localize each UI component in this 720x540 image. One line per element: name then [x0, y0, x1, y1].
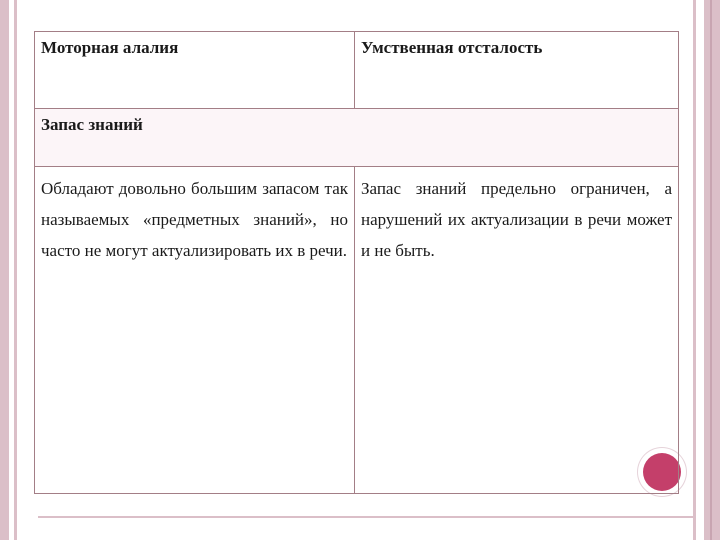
table-section-row: [35, 109, 679, 167]
table-body-row: [35, 167, 679, 494]
right-decorative-line: [693, 0, 696, 540]
bottom-decorative-line: [38, 516, 693, 518]
section-cell-knowledge: Запас знаний: [35, 109, 679, 167]
table-header-row: [35, 32, 679, 109]
right-decorative-bar: [704, 0, 720, 540]
comparison-table: [34, 31, 679, 494]
left-decorative-bar: [0, 0, 9, 540]
body-cell-mental-retardation: Запас знаний предельно ограничен, а нарушений их актуализации в речи может и не быть.: [355, 167, 679, 494]
header-cell-mental-retardation: Умственная отсталость: [355, 32, 679, 109]
left-decorative-line: [14, 0, 17, 540]
header-cell-motor-alalia: Моторная алалия: [35, 32, 355, 109]
right-decorative-bar-inner: [710, 0, 712, 540]
body-cell-motor-alalia: Обладают довольно большим запасом так называемых «предметных знаний», но часто не могут актуализировать их в речи.: [35, 167, 355, 494]
